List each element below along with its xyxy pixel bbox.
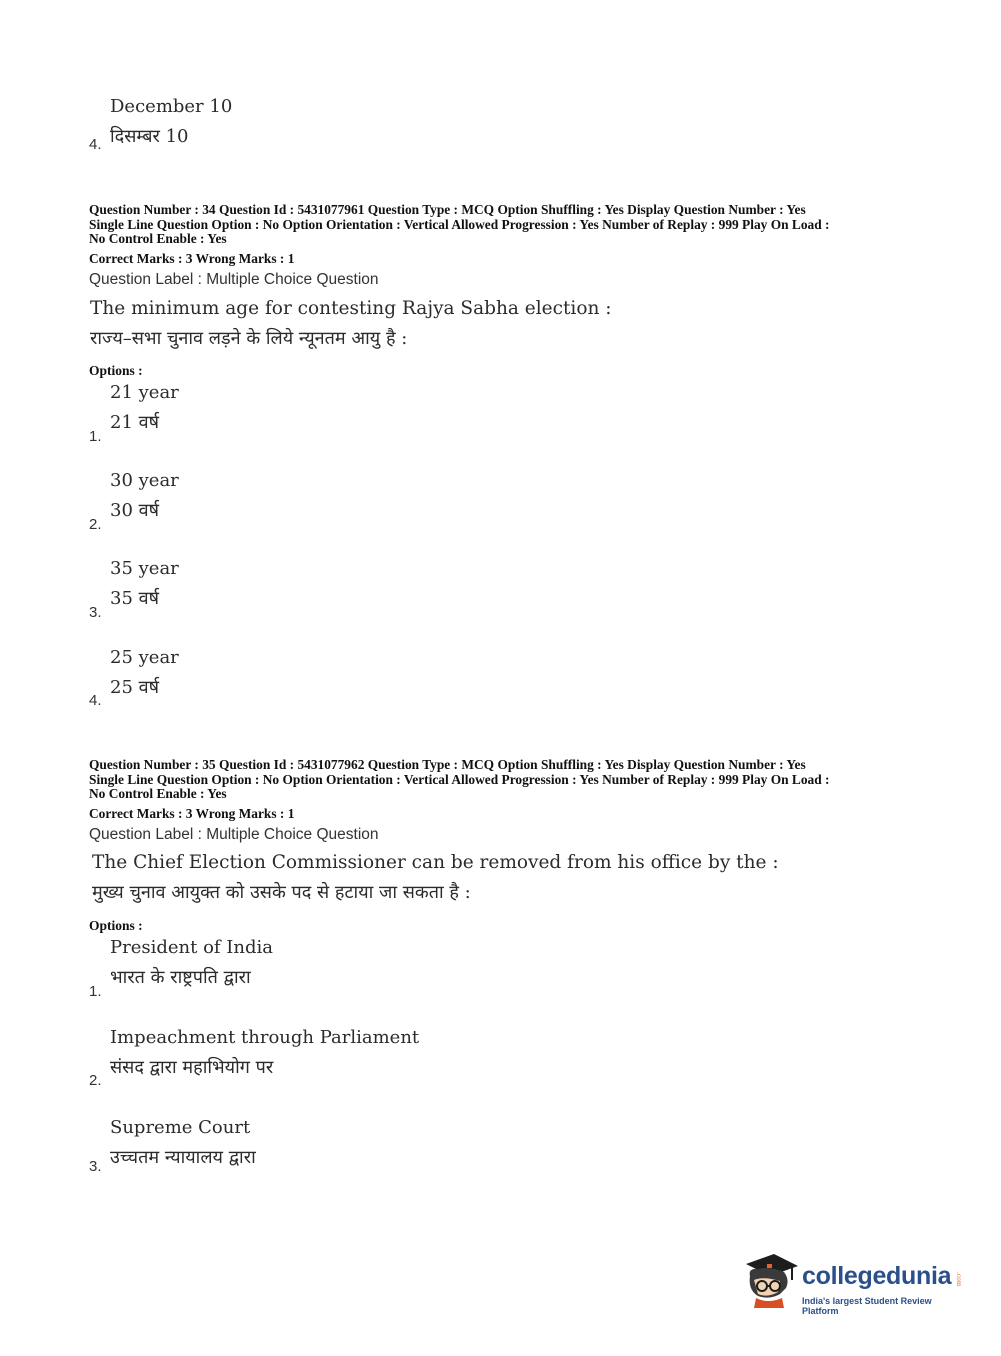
question-35-text-hindi: मुख्य चुनाव आयुक्त को उसके पद से हटाया जा सकता है : <box>92 882 471 903</box>
option-english: Supreme Court <box>110 1117 251 1138</box>
logo-com: .com <box>955 1272 962 1287</box>
logo-name: collegedunia <box>802 1262 952 1290</box>
question-35-meta <box>89 758 919 802</box>
option-number: 1. <box>89 428 102 445</box>
prev-option-4-english: December 10 <box>110 96 233 117</box>
option-english: 25 year <box>110 647 179 668</box>
option-hindi: उच्चतम न्यायालय द्वारा <box>110 1147 256 1168</box>
collegedunia-watermark <box>740 1250 970 1318</box>
question-34-meta-line-3: No Control Enable : Yes <box>89 231 227 246</box>
option-number: 2. <box>89 1072 102 1089</box>
option-number: 3. <box>89 604 102 621</box>
option-english: 30 year <box>110 470 179 491</box>
option-hindi: 30 वर्ष <box>110 500 160 521</box>
question-35-marks: Correct Marks : 3 Wrong Marks : 1 <box>89 806 295 821</box>
question-35-label: Question Label : Multiple Choice Question <box>89 826 379 843</box>
option-hindi: 35 वर्ष <box>110 588 160 609</box>
option-number: 2. <box>89 516 102 533</box>
question-35-meta-line-3: No Control Enable : Yes <box>89 786 227 801</box>
question-34-meta <box>89 203 919 247</box>
question-34-meta-line-1: Question Number : 34 Question Id : 5431077961 Question Type : MCQ Option Shuffling : Yes Display Question Number : Yes <box>89 202 806 217</box>
question-35-text-english: The Chief Election Commissioner can be removed from his office by the : <box>92 852 779 873</box>
question-35-meta-line-1: Question Number : 35 Question Id : 5431077962 Question Type : MCQ Option Shuffling : Yes Display Question Number : Yes <box>89 757 806 772</box>
question-34-label: Question Label : Multiple Choice Question <box>89 271 379 288</box>
option-english: 21 year <box>110 382 179 403</box>
mascot-icon <box>740 1250 800 1312</box>
option-number: 1. <box>89 983 102 1000</box>
option-hindi: 25 वर्ष <box>110 677 160 698</box>
question-34-text-english: The minimum age for contesting Rajya Sabha election : <box>90 298 612 319</box>
option-hindi: 21 वर्ष <box>110 412 160 433</box>
question-34-options-heading: Options : <box>89 363 143 378</box>
question-34-meta-line-2: Single Line Question Option : No Option Orientation : Vertical Allowed Progression : Yes Number of Replay : 999 Play On Load : <box>89 216 830 232</box>
option-number: 3. <box>89 1158 102 1175</box>
question-34-marks: Correct Marks : 3 Wrong Marks : 1 <box>89 251 295 266</box>
prev-option-4-hindi: दिसम्बर 10 <box>110 126 189 147</box>
question-35-options-heading: Options : <box>89 918 143 933</box>
prev-option-4-number: 4. <box>89 136 102 153</box>
logo-tagline: India's largest Student Review Platform <box>802 1296 932 1316</box>
option-english: 35 year <box>110 558 179 579</box>
question-34-text-hindi: राज्य–सभा चुनाव लड़ने के लिये न्यूनतम आयु है : <box>90 328 408 349</box>
option-english: President of India <box>110 937 274 958</box>
option-number: 4. <box>89 692 102 709</box>
option-english: Impeachment through Parliament <box>110 1027 420 1048</box>
question-35-meta-line-2: Single Line Question Option : No Option Orientation : Vertical Allowed Progression : Yes Number of Replay : 999 Play On Load : <box>89 771 830 787</box>
option-hindi: भारत के राष्ट्रपति द्वारा <box>110 967 251 988</box>
option-hindi: संसद द्वारा महाभियोग पर <box>110 1057 274 1078</box>
